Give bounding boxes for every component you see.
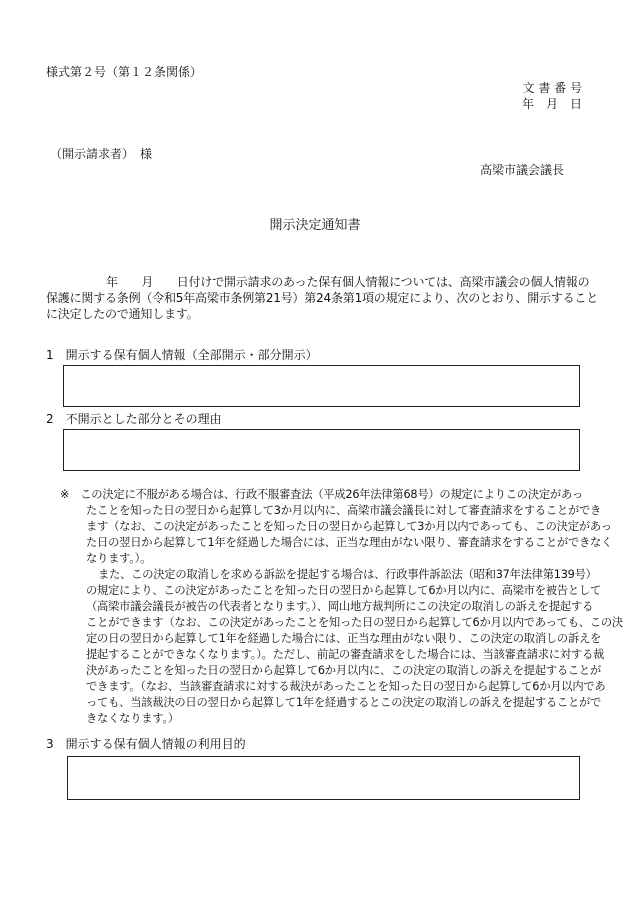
section-1-box[interactable] [63,365,580,407]
note-line: たことを知った日の翌日から起算して3か月以内に、高梁市議会議長に対して審査請求をすることができ [86,504,602,517]
note-line: また、この決定の取消しを求める訴訟を提起する場合は、行政事件訴訟法（昭和37年法律第139号） [98,568,597,581]
intro-line: 年 月 日付けで開示請求のあった保有個人情報については、高梁市議会の個人情報の [106,275,590,289]
note-line: きなくなります。） [86,712,179,725]
document-number-label: 文 書 番 号 [522,81,582,95]
note-line: 提起することができなくなります。）。ただし、前記の審査請求をした場合には、当該審査請求に対する裁 [86,648,605,661]
note-line: （高梁市議会議長が被告の代表者となります。）、岡山地方裁判所にこの決定の取消しの訴えを提起する [86,600,594,613]
note-line: ※ この決定に不服がある場合は、行政不服審査法（平成26年法律第68号）の規定によりこの決定があっ [60,488,583,501]
section-2-box[interactable] [63,429,580,471]
section-1-heading: 1 開示する保有個人情報（全部開示・部分開示） [46,348,318,362]
note-line: ます（なお、この決定があったことを知った日の翌日から起算して3か月以内であっても、この決定があっ [86,520,612,533]
section-3-box[interactable] [67,756,580,800]
intro-line: に決定したので通知します。 [46,307,199,321]
addressee: （開示請求者） 様 [50,147,153,161]
note-line: できます。（なお、当該審査請求に対する裁決があったことを知った日の翌日から起算して6か月以内であ [86,680,606,693]
note-line: の規定により、この決定があったことを知った日の翌日から起算して6か月以内に、高梁市を被告として [86,584,601,597]
note-line: 定の日の翌日から起算して1年を経過した場合には、正当な理由がない限り、この決定の取消しの訴えを [86,632,602,645]
note-line: 決があったことを知った日の翌日から起算して6か月以内に、この決定の取消しの訴えを提起することが [86,664,601,677]
date-label: 年 月 日 [521,97,582,111]
form-number: 様式第２号（第１２条関係） [46,65,203,79]
section-2-heading: 2 不開示とした部分とその理由 [46,412,222,426]
note-line: なります。）。 [86,552,152,565]
page-title: 開示決定通知書 [269,218,361,233]
note-line: ことができます（なお、この決定があったことを知った日の翌日から起算して6か月以内であっても、この決 [86,616,623,629]
section-3-heading: 3 開示する保有個人情報の利用目的 [46,737,246,751]
sender: 高梁市議会議長 [479,163,564,177]
note-line: っても、当該裁決の日の翌日から起算して1年を経過するとこの決定の取消しの訴えを提起することがで [86,696,602,709]
intro-line: 保護に関する条例（令和5年高梁市条例第21号）第24条第1項の規定により、次のとおり、開示すること [46,291,599,305]
note-line: た日の翌日から起算して1年を経過した場合には、正当な理由がない限り、審査請求をすることができなく [86,536,613,549]
